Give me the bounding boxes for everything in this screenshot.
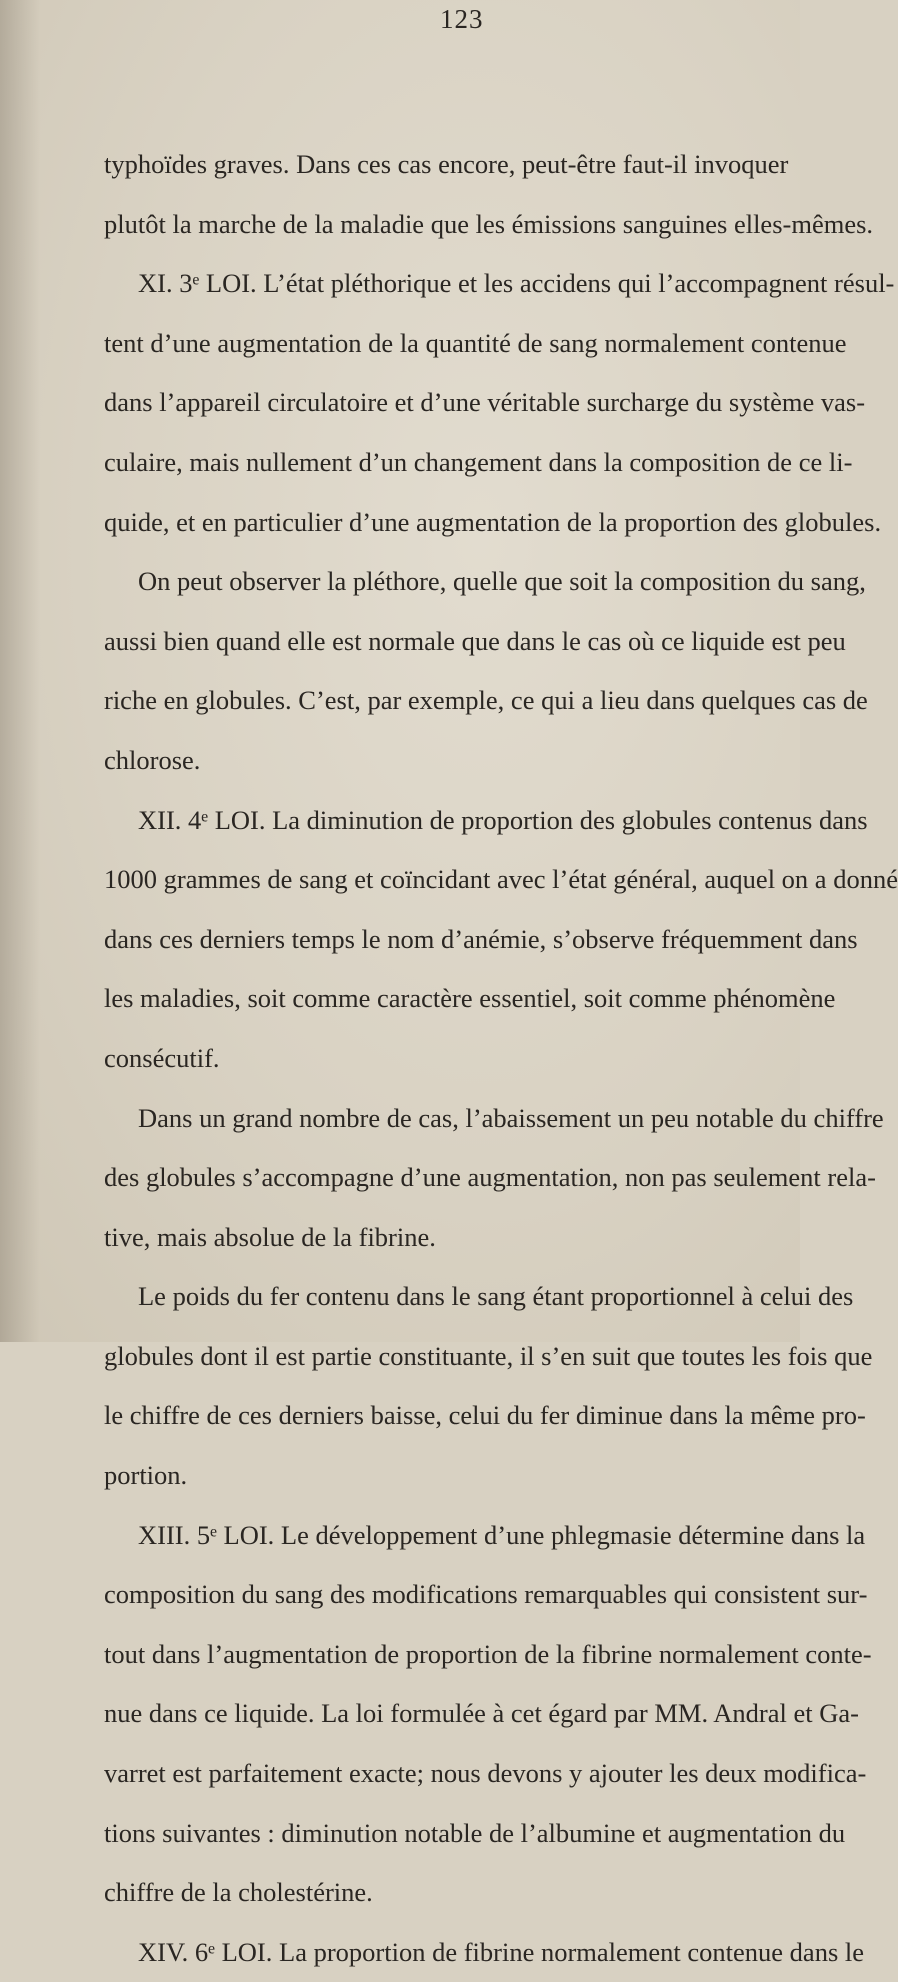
page-gutter-shadow: [0, 0, 40, 1342]
text-line: les maladies, soit comme caractère essentiel, soit comme phénomène: [104, 983, 836, 1014]
text-line: XIII. 5ᵉ LOI. Le développement d’une phlegmasie détermine dans la: [138, 1519, 866, 1550]
text-line: dans ces derniers temps le nom d’anémie, s’observe fréquemment dans: [104, 923, 858, 954]
text-line: globules dont il est partie constituante, il s’en suit que toutes les fois que: [104, 1340, 873, 1371]
text-line: varret est parfaitement exacte; nous devons y ajouter les deux modifica-: [104, 1758, 867, 1789]
text-line: typhoïdes graves. Dans ces cas encore, peut-être faut-il invoquer: [104, 149, 789, 179]
text-line: chiffre de la cholestérine.: [104, 1877, 373, 1908]
text-line: tive, mais absolue de la fibrine.: [104, 1221, 436, 1252]
text-line: portion.: [104, 1460, 188, 1491]
text-line: aussi bien quand elle est normale que dans le cas où ce liquide est peu: [104, 625, 846, 656]
text-line: le chiffre de ces derniers baisse, celui du fer diminue dans la même pro-: [104, 1400, 866, 1431]
text-line: XI. 3ᵉ LOI. L’état pléthorique et les accidens qui l’accompagnent résul-: [138, 268, 895, 299]
text-line: Le poids du fer contenu dans le sang étant proportionnel à celui des: [138, 1281, 854, 1312]
text-line: tout dans l’augmentation de proportion de la fibrine normalement conte-: [104, 1638, 872, 1669]
text-line: consécutif.: [104, 1042, 220, 1073]
text-line: XII. 4ᵉ LOI. La diminution de proportion des globules contenus dans: [138, 804, 868, 835]
text-line: XIV. 6ᵉ LOI. La proportion de fibrine normalement contenue dans le: [138, 1936, 865, 1967]
text-line: 1000 grammes de sang et coïncidant avec l’état général, auquel on a donné: [104, 864, 898, 895]
text-line: des globules s’accompagne d’une augmentation, non pas seulement rela-: [104, 1162, 876, 1193]
text-line: culaire, mais nullement d’un changement dans la composition de ce li-: [104, 446, 853, 477]
text-line: tions suivantes : diminution notable de l’albumine et augmentation du: [104, 1817, 846, 1848]
text-line: chlorose.: [104, 744, 201, 775]
body-text: [104, 135, 898, 1982]
text-line: Dans un grand nombre de cas, l’abaissement un peu notable du chiffre: [138, 1102, 884, 1133]
text-line: riche en globules. C’est, par exemple, ce qui a lieu dans quelques cas de: [104, 685, 868, 716]
text-line: nue dans ce liquide. La loi formulée à cet égard par MM. Andral et Ga-: [104, 1698, 859, 1729]
text-line: quide, et en particulier d’une augmentation de la proportion des globules.: [104, 506, 882, 537]
text-line: composition du sang des modifications remarquables qui consistent sur-: [104, 1579, 868, 1610]
text-line: tent d’une augmentation de la quantité de sang normalement contenue: [104, 327, 847, 358]
text-line: dans l’appareil circulatoire et d’une véritable surcharge du système vas-: [104, 387, 866, 418]
page-number: 123: [440, 4, 484, 34]
text-line: plutôt la marche de la maladie que les émissions sanguines elles-mêmes.: [104, 208, 874, 239]
text-line: On peut observer la pléthore, quelle que soit la composition du sang,: [138, 566, 866, 597]
